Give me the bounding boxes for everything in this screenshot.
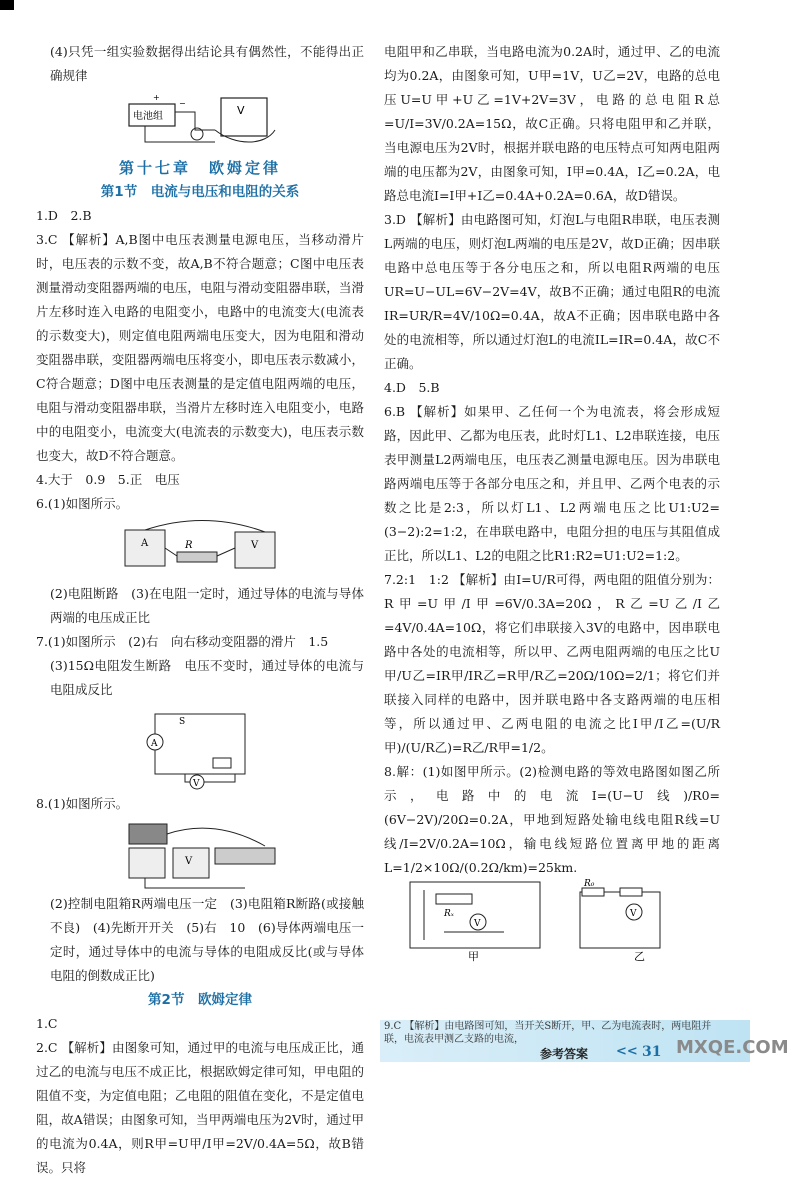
- section-2-title: 第2节 欧姆定律: [148, 992, 252, 1008]
- footer-answer-9: 9.C 【解析】由电路图可知，当开关S断开，甲、乙为电流表时，两电阻并联，电流表甲测乙支路的电流，: [384, 1021, 712, 1045]
- svg-text:A: A: [151, 739, 158, 749]
- svg-text:V: V: [251, 540, 259, 551]
- circuit-diagram-7: [135, 704, 265, 790]
- circuit-diagrams-jia-yi: [384, 880, 720, 964]
- answer-1-2: 1.D 2.B: [36, 208, 92, 223]
- right-column: [384, 40, 720, 964]
- page-number: 31: [642, 1044, 662, 1060]
- footer-label: 参考答案: [540, 1047, 589, 1061]
- answer-b1: 1.C: [36, 1016, 58, 1031]
- answer-2-cont: 电阻甲和乙串联，当电路电流为0.2A时，通过甲、乙的电流均为0.2A，由图象可知，U甲=1V，U乙=2V，电路的总电压U=U甲+U乙=1V+2V=3V，电路的总电阻R总=U/I=3V/0.2A=15Ω，故C正确。只将电阻甲和乙并联，当电源电压为2V时，根据并联电路的电压特点可知两电阻两端的电压都为2V，由图象可知，I甲=0.4A，I乙=0.2A，电路总电流I=I甲+I乙=0.4A+0.2A=0.6A，故D错误。: [384, 44, 720, 203]
- label-jia: 甲: [468, 950, 479, 963]
- answer-7-3: (3)15Ω电阻发生断路 电压不变时，通过导体的电流与电阻成反比: [50, 658, 364, 697]
- answer-8-1: 8.(1)如图所示。: [36, 796, 129, 811]
- answer-b2: 2.C 【解析】由图象可知，通过甲的电流与电压成正比，通过乙的电流与电压不成正比，根据欧姆定律可知，甲电阻的阻值不变，为定值电阻；乙电阻的阻值在变化，不是定值电阻，故A错误；由图象可知，当甲两端电压为2V时，通过甲的电流为0.4A，则R甲=U甲/I甲=2V/0.4A=5Ω，故B错误。只将: [36, 1040, 364, 1175]
- answer-4: (4)只凭一组实验数据得出结论具有偶然性，不能得出正确规律: [50, 44, 364, 83]
- answer-r7: 7.2:1 1:2 【解析】由I=U/R可得，两电阻的阻值分别为：R甲=U甲/I甲=6V/0.3A=20Ω，R乙=U乙/I乙=4V/0.4A=10Ω，将它们串联接入3V的电路中，因串联电路中各处的电流相等，所以甲、乙两电阻两端的电压之比U甲/U乙=IR甲/IR乙=R甲/R乙=20Ω/10Ω=2/1；将它们并联接入同样的电路中，因并联电路中各支路两端的电压相等，所以通过甲、乙两电阻的电流之比I甲/I乙=(U/R甲)/(U/R乙)=R乙/R甲=1/2。: [384, 572, 720, 755]
- chevron-left-icon: <<: [616, 1044, 638, 1059]
- page-footer: [380, 1020, 789, 1062]
- chapter-title: 第十七章 欧姆定律: [118, 159, 281, 177]
- answer-6-2: (2)电阻断路 (3)在电阻一定时，通过导体的电流与导体两端的电压成正比: [50, 586, 364, 625]
- svg-text:V: V: [237, 104, 245, 117]
- circuit-figure-6: [115, 518, 285, 580]
- svg-text:V: V: [630, 909, 637, 919]
- circuit-figure-8: [115, 818, 285, 890]
- answer-6-1: 6.(1)如图所示。: [36, 496, 129, 511]
- svg-text:V: V: [474, 919, 481, 929]
- svg-text:R: R: [185, 540, 193, 551]
- svg-text:A: A: [141, 538, 149, 549]
- label-yi: 乙: [634, 950, 645, 963]
- battery-label: 电池组: [133, 111, 163, 122]
- label-r0: R₀: [584, 879, 595, 889]
- svg-text:S: S: [179, 717, 186, 727]
- svg-text:V: V: [185, 856, 193, 867]
- label-rx: Rₓ: [444, 909, 454, 919]
- svg-text:−: −: [179, 99, 186, 108]
- circuit-figure-1: [115, 90, 285, 152]
- section-1-title: 第1节 电流与电压和电阻的关系: [100, 184, 300, 200]
- answer-r8: 8.解：(1)如图甲所示。(2)检测电路的等效电路图如图乙所示，电路中的电流I=(U−U线)/R0=(6V−2V)/20Ω=0.2A，甲地到短路处输电线电阻R线=U线/I=2V/0.2A=10Ω，输电线短路位置离甲地的距离L=1/2×10Ω/(0.2Ω/km)=25km.: [384, 764, 720, 875]
- answer-8-2: (2)控制电阻箱R两端电压一定 (3)电阻箱R断路(或接触不良) (4)先断开开关 (5)右 10 (6)导体两端电压一定时，通过导体中的电流与导体的电阻成反比(或与导体电阻的倒数成正比): [50, 896, 364, 983]
- corner-mark: [0, 0, 14, 10]
- watermark: MXQE.COM: [676, 1037, 789, 1058]
- answer-4-5: 4.大于 0.9 5.正 电压: [36, 472, 180, 487]
- answer-3: 3.C 【解析】A,B图中电压表测量电源电压，当移动滑片时，电压表的示数不变，故A,B不符合题意；C图中电压表测量滑动变阻器两端的电压，电阻与滑动变阻器串联，当滑片左移时连入电路的电阻变小，电路中的电流变大(电流表的示数变大)，则定值电阻两端电压变大，因为电阻和滑动变阻器串联，变阻器两端电压将变小，即电压表示数减小，C符合题意；D图中电压表测量的是定值电阻两端的电压，电阻与滑动变阻器串联，当滑片左移时连入电阻变小，电路中的电阻变小，电流变大(电流表的示数变大)，电压表示数也变大，故D不符合题意。: [36, 232, 364, 463]
- answer-r4-5: 4.D 5.B: [384, 380, 440, 395]
- svg-text:+: +: [153, 93, 160, 102]
- answer-r3: 3.D 【解析】由电路图可知，灯泡L与电阻R串联，电压表测L两端的电压，则灯泡L两端的电压是2V，故D正确；因串联电路中总电压等于各分电压之和，所以电阻R两端的电压UR=U−UL=6V−2V=4V，故B不正确；通过电阻R的电流IR=UR/R=4V/10Ω=0.4A，故A不正确；因串联电路中各处的电流相等，所以通过灯泡L的电流IL=IR=0.4A，故C不正确。: [384, 212, 720, 371]
- svg-text:V: V: [193, 779, 200, 789]
- left-column: [36, 40, 364, 1180]
- answer-7-1: 7.(1)如图所示 (2)右 向右移动变阻器的滑片 1.5: [36, 634, 329, 649]
- answer-r6: 6.B 【解析】如果甲、乙任何一个为电流表，将会形成短路，因此甲、乙都为电压表，此时灯L1、L2串联连接，电压表甲测量L2两端电压，电压表乙测量电源电压。因为串联电路两端电压等于各部分电压之和，并且甲、乙两个电表的示数之比是2:3，所以灯L1、L2两端电压之比U1:U2=(3−2):2=1:2，在串联电路中，电阻分担的电压与其阻值成正比，所以L1、L2的电阻之比R1:R2=U1:U2=1:2。: [384, 404, 720, 563]
